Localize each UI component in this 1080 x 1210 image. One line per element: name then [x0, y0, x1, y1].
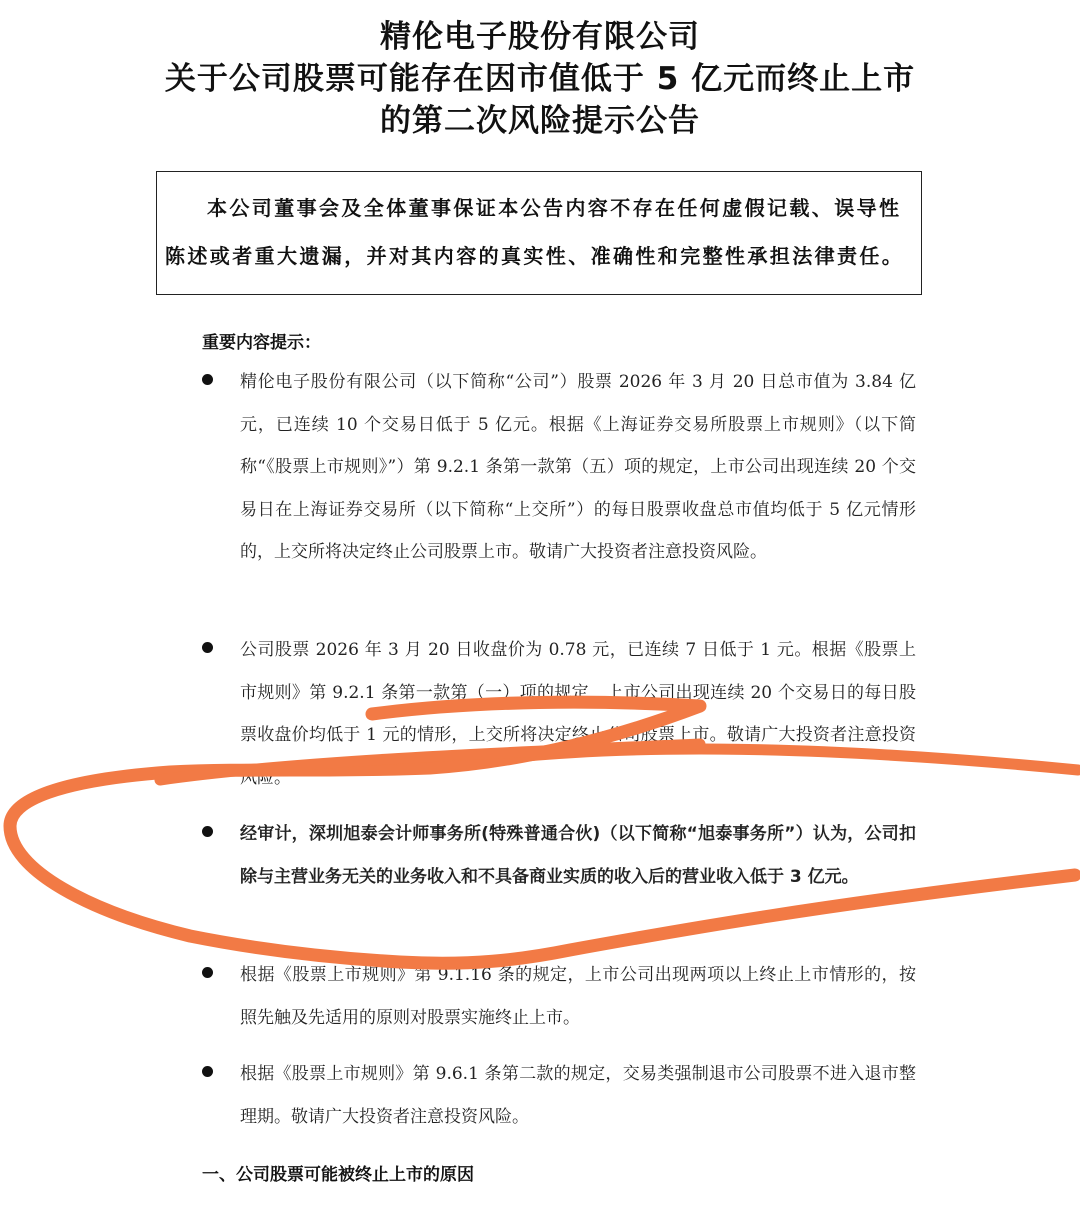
- title-line-2: 关于公司股票可能存在因市值低于 5 亿元而终止上市: [164, 61, 916, 97]
- board-guarantee-notice-text: 本公司董事会及全体董事保证本公告内容不存在任何虚假记载、误导性陈述或者重大遗漏，并对其内容的真实性、准确性和完整性承担法律责任。: [165, 196, 905, 268]
- bullet-icon: [202, 642, 213, 653]
- list-item-text: 精伦电子股份有限公司（以下简称“公司”）股票 2026 年 3 月 20 日总市值为 3.84 亿元，已连续 10 个交易日低于 5 亿元。根据《上海证券交易所股票上市规则》（以下简称“《股票上市规则》”）第 9.2.1 条第一款第（五）项的规定，上市公司出现连续 20 个交易日在上海证券交易所（以下简称“上交所”）的每日股票收盘总市值均低于 5 亿元情形的，上交所将决定终止公司股票上市。敬请广大投资者注意投资风险。: [240, 372, 916, 562]
- bullet-icon: [202, 826, 213, 837]
- title-line-1: 精伦电子股份有限公司: [380, 19, 700, 55]
- bullet-icon: [202, 1066, 213, 1077]
- list-item-text: 根据《股票上市规则》第 9.1.16 条的规定，上市公司出现两项以上终止上市情形的，按照先触及先适用的原则对股票实施终止上市。: [240, 965, 916, 1028]
- bullet-icon: [202, 967, 213, 978]
- title-line-3: 的第二次风险提示公告: [380, 103, 700, 139]
- list-item-text: 经审计，深圳旭泰会计师事务所(特殊普通合伙)（以下简称“旭泰事务所”）认为，公司扣除与主营业务无关的业务收入和不具备商业实质的收入后的营业收入低于 3 亿元。: [240, 824, 916, 887]
- list-item-text: 根据《股票上市规则》第 9.6.1 条第二款的规定，交易类强制退市公司股票不进入退市整理期。敬请广大投资者注意投资风险。: [240, 1064, 916, 1127]
- important-content-heading: 重要内容提示：: [202, 333, 321, 353]
- section-one-heading: 一、公司股票可能被终止上市的原因: [202, 1165, 474, 1185]
- list-item-text: 公司股票 2026 年 3 月 20 日收盘价为 0.78 元，已连续 7 日低于 1 元。根据《股票上市规则》第 9.2.1 条第一款第（一）项的规定，上市公司出现连续 20 个交易日的每日股票收盘价均低于 1 元的情形，上交所将决定终止公司股票上市。敬请广大投资者注意投资风险。: [240, 640, 916, 788]
- board-guarantee-notice-box: [156, 171, 922, 295]
- bullet-icon: [202, 374, 213, 385]
